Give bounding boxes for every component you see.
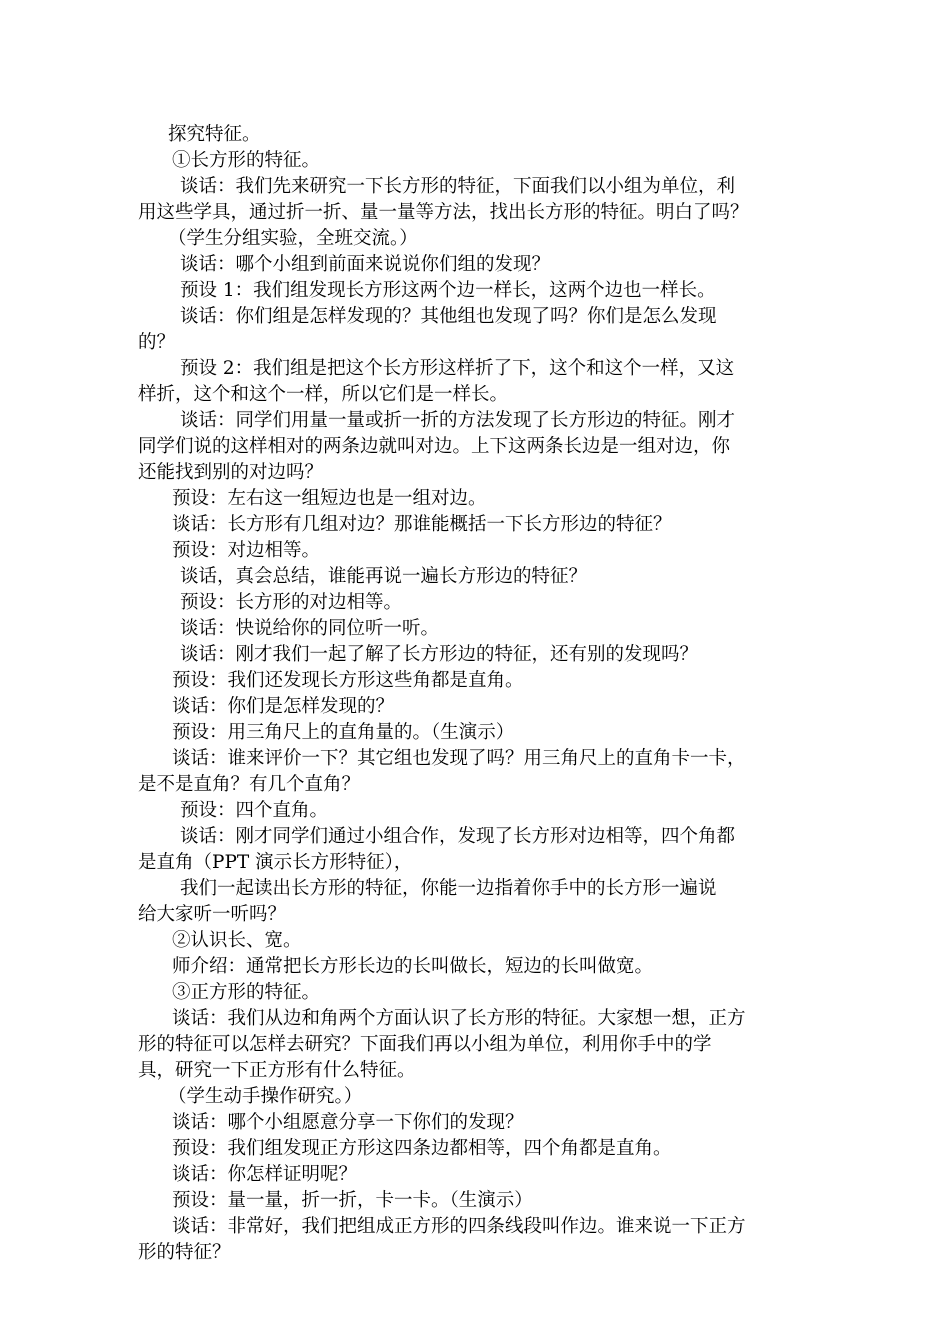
text-line: 谈话：快说给你的同位听一听。 [180, 618, 440, 639]
text-line: 我们一起读出长方形的特征，你能一边指着你手中的长方形一遍说 [180, 878, 717, 899]
text-line: 预设：量一量，折一折，卡一卡。（生演示） [172, 1190, 533, 1211]
text-line: 给大家听一听吗？ [138, 904, 287, 925]
text-line: 谈话：同学们用量一量或折一折的方法发现了长方形边的特征。刚才 [180, 410, 736, 431]
text-line: 预设：长方形的对边相等。 [180, 592, 403, 613]
text-line: 谈话：我们先来研究一下长方形的特征，下面我们以小组为单位，利 [180, 176, 736, 197]
text-line: 预设：我们组发现正方形这四条边都相等，四个角都是直角。 [172, 1138, 672, 1159]
text-line: 是不是直角？有几个直角？ [138, 774, 361, 795]
text-line: ①长方形的特征。 [172, 150, 321, 171]
text-line: 谈话：非常好，我们把组成正方形的四条线段叫作边。谁来说一下正方 [172, 1216, 746, 1237]
text-line: 形的特征可以怎样去研究？下面我们再以小组为单位，利用你手中的学 [138, 1034, 712, 1055]
text-line: 具，研究一下正方形有什么特征。 [138, 1060, 416, 1081]
text-line: 谈话：你们是怎样发现的？ [172, 696, 395, 717]
text-line: ③正方形的特征。 [172, 982, 321, 1003]
text-line: 是直角（PPT 演示长方形特征）， [138, 852, 413, 873]
text-line: 谈话：长方形有几组对边？那谁能概括一下长方形边的特征？ [172, 514, 672, 535]
text-line: （学生动手操作研究。） [168, 1086, 363, 1107]
text-line: 谈话：哪个小组愿意分享一下你们的发现？ [172, 1112, 524, 1133]
text-line: 谈话：刚才我们一起了解了长方形边的特征，还有别的发现吗？ [180, 644, 699, 665]
text-line: 谈话：谁来评价一下？其它组也发现了吗？用三角尺上的直角卡一卡， [172, 748, 746, 769]
text-line: 谈话：哪个小组到前面来说说你们组的发现？ [180, 254, 551, 275]
text-line: 的？ [138, 332, 176, 353]
text-line: 谈话：我们从边和角两个方面认识了长方形的特征。大家想一想，正方 [172, 1008, 746, 1029]
text-line: 预设：我们还发现长方形这些角都是直角。 [172, 670, 524, 691]
text-line: 预设：用三角尺上的直角量的。（生演示） [172, 722, 515, 743]
text-line: 谈话：刚才同学们通过小组合作，发现了长方形对边相等，四个角都 [180, 826, 736, 847]
text-line: 谈话，真会总结，谁能再说一遍长方形边的特征？ [180, 566, 588, 587]
text-line: 形的特征？ [138, 1242, 231, 1263]
text-line: 还能找到别的对边吗？ [138, 462, 324, 483]
text-line: ②认识长、宽。 [172, 930, 302, 951]
text-line: 预设 1：我们组发现长方形这两个边一样长，这两个边也一样长。 [180, 280, 716, 301]
text-line: 同学们说的这样相对的两条边就叫对边。上下这两条长边是一组对边，你 [138, 436, 731, 457]
text-line: 预设：四个直角。 [180, 800, 329, 821]
text-line: 用这些学具，通过折一折、量一量等方法，找出长方形的特征。明白了吗？ [138, 202, 749, 223]
text-line: 样折，这个和这个一样，所以它们是一样长。 [138, 384, 509, 405]
text-line: （学生分组实验，全班交流。） [168, 228, 418, 249]
text-line: 谈话：你们组是怎样发现的？其他组也发现了吗？你们是怎么发现 [180, 306, 717, 327]
text-line: 预设 2：我们组是把这个长方形这样折了下，这个和这个一样，又这 [180, 358, 735, 379]
text-line: 预设：左右这一组短边也是一组对边。 [172, 488, 487, 509]
text-line: 谈话：你怎样证明呢？ [172, 1164, 358, 1185]
text-line: 师介绍：通常把长方形长边的长叫做长，短边的长叫做宽。 [172, 956, 654, 977]
text-line: 预设：对边相等。 [172, 540, 321, 561]
text-line: 探究特征。 [168, 124, 261, 145]
